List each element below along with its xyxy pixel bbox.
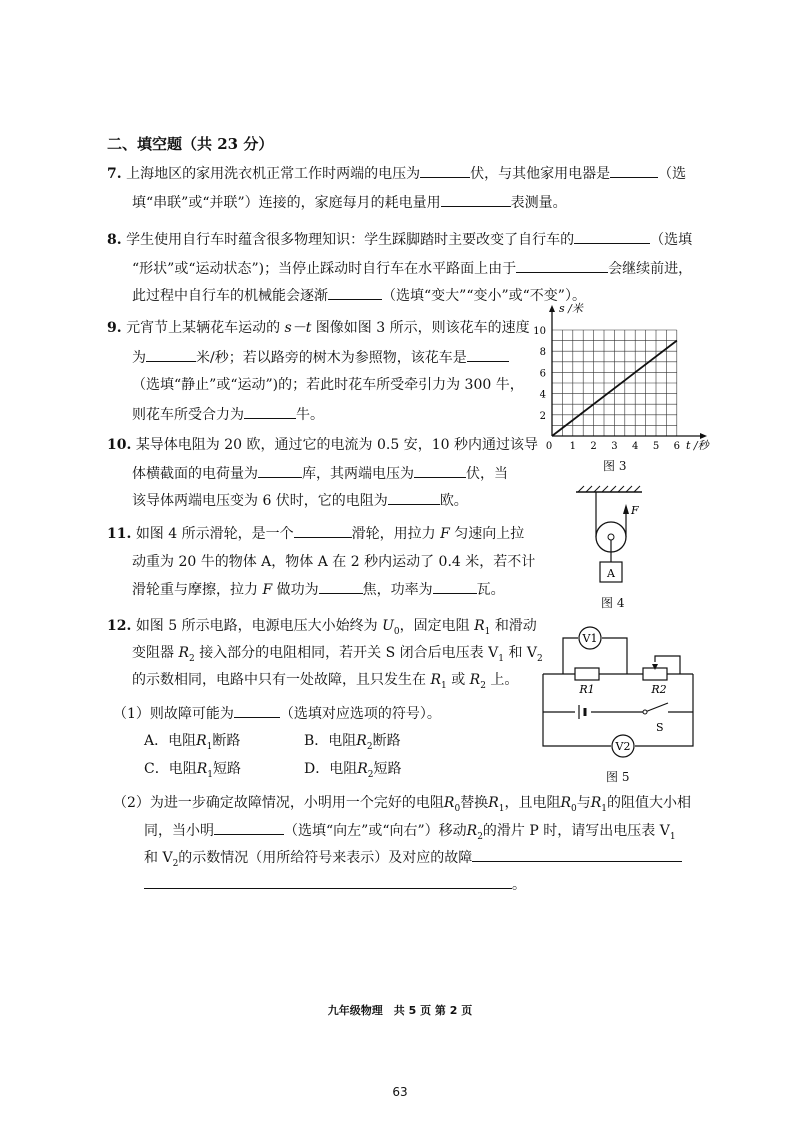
q12-symbol: R — [196, 761, 208, 777]
figure-4-caption: 图 4 — [601, 596, 625, 610]
q12-symbol: R — [469, 672, 481, 688]
force-arrow — [623, 504, 629, 514]
fig3-origin: 0 — [545, 441, 553, 452]
q9-text: 元宵节上某辆花车运动的 — [126, 320, 281, 336]
fig3-y-arrow — [549, 305, 555, 312]
q12-text: 如图 5 所示电路，电源电压大小始终为 — [135, 618, 378, 634]
battery — [579, 705, 585, 719]
q12-number: 12. — [107, 618, 132, 634]
option-label: C．电阻 — [144, 761, 197, 777]
q7-blank-meter[interactable] — [441, 192, 511, 207]
q7-text: 填“串联”或“并联”）连接的，家庭每月的耗电量用 — [132, 195, 441, 211]
q12-text: 或 — [451, 672, 466, 688]
q8-text: （选填“变大”“变小”或“不变”）。 — [382, 288, 586, 304]
q12-subscript: 1 — [498, 803, 505, 814]
q8-text: 会继续前进， — [608, 261, 693, 277]
option-label: A．电阻 — [144, 733, 197, 749]
page-footer: 九年级物理 共 5 页 第 2 页 — [327, 1004, 473, 1017]
q10-text: 库，其两端电压为 — [302, 466, 414, 482]
q12-text: 同，当小明 — [144, 823, 214, 839]
fig3-ytick-label: 6 — [539, 368, 546, 380]
q12-subscript: 1 — [669, 831, 676, 842]
v1-label: V1 — [582, 632, 598, 645]
q12-blank-fault[interactable] — [234, 703, 280, 718]
q12-symbol: U — [382, 618, 394, 634]
q12-symbol: R — [474, 618, 485, 634]
q12-option-a — [144, 731, 240, 757]
q12-text: ，且电阻 — [504, 795, 561, 811]
q9-text: 图像如图 3 所示，则该花车的速度 — [315, 320, 530, 336]
fig3-ytick-label: 8 — [539, 347, 546, 359]
q10-line-3 — [132, 490, 468, 511]
q9-line-1 — [107, 318, 530, 338]
figure-3-caption: 图 3 — [603, 459, 627, 473]
q9-blank-state[interactable] — [467, 347, 509, 362]
q11-text: 滑轮重与摩擦，拉力 — [132, 582, 258, 598]
q11-blank-power[interactable] — [433, 579, 477, 594]
q12-text: 和 V — [508, 645, 537, 661]
fig3-xtick-label: 2 — [590, 441, 597, 452]
q11-blank-work[interactable] — [319, 579, 363, 594]
q12-text: ，固定电阻 — [399, 618, 470, 634]
q11-text: 如图 4 所示滑轮，是一个 — [135, 526, 294, 542]
q12-symbol: R — [488, 795, 499, 811]
q10-text: 该导体两端电压变为 6 伏时，它的电阻为 — [132, 493, 388, 509]
q7-number: 7. — [107, 166, 122, 182]
q12-text: 。 — [512, 877, 526, 893]
q9-text: 为 — [132, 350, 146, 366]
q8-line-3 — [132, 285, 586, 306]
figure-3-st-graph — [535, 300, 715, 460]
q7-text: 伏，与其他家用电器是 — [470, 166, 611, 182]
q12-text: （2）为进一步确定故障情况，小明用一个完好的电阻 — [113, 795, 444, 811]
q9-line-2 — [132, 347, 509, 368]
q12-symbol: R — [357, 761, 368, 777]
q12-line-3 — [132, 670, 518, 696]
r2-label: R2 — [651, 683, 667, 696]
q10-line-2 — [132, 463, 508, 484]
q12-text: 变阻器 — [132, 645, 174, 661]
q12-text: （选填对应选项的符号）。 — [279, 706, 441, 722]
q12-subscript: 1 — [601, 803, 608, 814]
q12-subscript: 2 — [537, 653, 543, 664]
q9-variable: s－t — [284, 320, 312, 336]
q10-blank-resistance[interactable] — [388, 490, 440, 505]
q12-subscript: 2 — [189, 653, 195, 664]
q12-option-b — [304, 731, 401, 757]
q12-option-c — [144, 759, 241, 785]
q10-number: 10. — [107, 437, 132, 453]
q12-symbol: R — [443, 795, 455, 811]
section-title: 二、填空题（共 23 分） — [107, 135, 274, 153]
block-label: A — [607, 567, 615, 580]
q12-sub2-line-1 — [113, 793, 691, 819]
q12-subscript: 0 — [393, 626, 400, 637]
q9-number: 9. — [107, 320, 122, 336]
switch-label: S — [656, 721, 664, 734]
q12-symbol: R — [430, 672, 441, 688]
q7-blank-connection[interactable] — [610, 163, 658, 178]
q11-line-2: 动重为 20 牛的物体 A，物体 A 在 2 秒内运动了 0.4 米，若不计 — [132, 554, 536, 570]
q10-blank-charge[interactable] — [258, 463, 302, 478]
fig3-xlabel: t /秒 — [686, 439, 709, 452]
force-label: F — [631, 504, 639, 517]
q7-line-1 — [107, 163, 686, 184]
q11-text: 焦，功率为 — [362, 582, 433, 598]
fig3-xtick-label: 3 — [611, 441, 618, 452]
q12-subscript: 0 — [454, 803, 461, 814]
q12-symbol: R — [590, 795, 602, 811]
q12-text: 的示数相同，电路中只有一处故障，且只发生在 — [132, 672, 426, 688]
q8-number: 8. — [107, 232, 122, 248]
q8-text: “形状”或“运动状态”)；当停止踩动时自行车在水平路面上由于 — [132, 261, 517, 277]
q12-subscript: 1 — [484, 626, 491, 637]
option-text: 断路 — [212, 733, 241, 749]
q12-symbol: R — [560, 795, 572, 811]
fig3-xtick-label: 1 — [569, 441, 576, 452]
q8-line-1 — [107, 229, 692, 250]
r1-label: R1 — [579, 683, 595, 696]
q12-symbol: R — [466, 823, 478, 839]
q12-subscript: 0 — [571, 803, 577, 814]
q12-subscript: 2 — [366, 741, 373, 752]
q9-text: 米/秒；若以路旁的树木为参照物，该花车是 — [196, 350, 467, 366]
q8-blank-inertia[interactable] — [516, 258, 608, 273]
q9-blank-force[interactable] — [244, 404, 296, 419]
fig3-xtick-label: 5 — [652, 441, 660, 452]
q11-variable: F — [262, 582, 273, 598]
ceiling-hatch — [578, 486, 640, 492]
q11-text: 匀速向上拉 — [454, 526, 525, 542]
q12-blank-answer-1[interactable] — [472, 847, 682, 862]
q12-line-1 — [107, 616, 537, 642]
fig3-ytick-label: 2 — [539, 410, 546, 422]
q11-line-3 — [132, 579, 505, 600]
q12-line-2 — [132, 643, 543, 669]
option-text: 短路 — [373, 761, 402, 777]
fig3-xtick-label: 4 — [632, 441, 639, 452]
figure-5-circuit — [535, 626, 705, 771]
q10-text: 欧。 — [439, 493, 468, 509]
figure-5-caption: 图 5 — [606, 770, 630, 784]
q12-sub2-line-4 — [144, 874, 526, 895]
option-label: D．电阻 — [304, 761, 358, 777]
q12-text: 的滑片 P 时，请写出电压表 V — [482, 823, 670, 839]
q12-text: （1）则故障可能为 — [113, 706, 234, 722]
q12-text: 的阻值大小相 — [607, 795, 692, 811]
q12-text: 和滑动 — [494, 618, 537, 634]
option-label: B．电阻 — [304, 733, 357, 749]
q8-text: 学生使用自行车时蕴含很多物理知识：学生踩脚踏时主要改变了自行车的 — [126, 232, 575, 248]
q8-text: 此过程中自行车的机械能会逐渐 — [132, 288, 328, 304]
q12-text: 上。 — [490, 672, 519, 688]
q10-blank-voltage[interactable] — [414, 463, 466, 478]
fig3-grid — [552, 330, 677, 436]
q8-blank-change[interactable] — [574, 229, 650, 244]
resistor-r1 — [575, 668, 599, 680]
q10-text: 体横截面的电荷量为 — [132, 466, 258, 482]
q9-blank-speed[interactable] — [146, 347, 196, 362]
q9-line-3: （选填“静止”或“运动”)的；若此时花车所受牵引力为 300 牛， — [132, 377, 524, 393]
q11-number: 11. — [107, 526, 132, 542]
q8-blank-energy[interactable] — [328, 285, 382, 300]
q8-line-2 — [132, 258, 692, 279]
q7-text: （选 — [658, 166, 687, 182]
q12-symbol: R — [178, 645, 189, 661]
q12-subscript: 2 — [477, 831, 483, 842]
fig3-ytick-label: 10 — [533, 326, 546, 337]
q11-text: 滑轮，用拉力 — [351, 526, 436, 542]
q10-line-1 — [107, 435, 538, 455]
q7-text: 表测量。 — [510, 195, 567, 211]
page-number: 63 — [392, 1085, 408, 1099]
q10-text: 伏，当 — [466, 466, 508, 482]
pulley-axle — [608, 534, 614, 540]
q8-text: （选填 — [650, 232, 693, 248]
q12-text: 接入部分的电阻相同，若开关 S 闭合后电压表 V — [199, 645, 499, 661]
switch-pivot — [643, 710, 647, 714]
q9-line-4 — [132, 404, 324, 425]
q12-sub1 — [113, 703, 441, 724]
q10-text: 某导体电阻为 20 欧，通过它的电流为 0.5 安，10 秒内通过该导 — [135, 437, 538, 453]
q12-blank-answer-2[interactable] — [144, 874, 512, 889]
q12-subscript: 2 — [172, 858, 179, 869]
q12-option-d — [304, 759, 402, 785]
q11-line-1 — [107, 523, 524, 544]
q12-sub2-line-3 — [144, 847, 682, 874]
q12-subscript: 1 — [207, 769, 213, 780]
q12-text: 的示数情况（用所给符号来表示）及对应的故障 — [178, 850, 473, 866]
q12-subscript: 2 — [480, 680, 486, 691]
fig3-xtick-label: 6 — [673, 441, 680, 452]
q7-line-2 — [132, 192, 567, 213]
q12-text: 替换 — [460, 795, 489, 811]
figure-4-pulley — [570, 482, 650, 592]
circuit-wires — [543, 638, 693, 746]
q12-text: （选填“向左”或“向右”）移动 — [284, 823, 467, 839]
q11-variable: F — [440, 526, 450, 542]
q12-subscript: 2 — [367, 769, 374, 780]
q12-sub2-line-2 — [144, 820, 676, 847]
q9-text: 牛。 — [296, 407, 324, 423]
v2-label: V2 — [615, 740, 631, 753]
q11-blank-pulley-type[interactable] — [294, 523, 352, 538]
q12-symbol: R — [356, 733, 367, 749]
q12-blank-direction[interactable] — [214, 820, 284, 835]
q9-text: 则花车所受合力为 — [132, 407, 244, 423]
q12-text: 和 V — [144, 850, 173, 866]
option-text: 短路 — [213, 761, 241, 777]
q12-subscript: 1 — [498, 653, 504, 664]
q7-text: 上海地区的家用洗衣机正常工作时两端的电压为 — [126, 166, 421, 182]
q12-text: 与 — [576, 795, 591, 811]
option-text: 断路 — [372, 733, 401, 749]
q7-blank-voltage[interactable] — [420, 163, 470, 178]
q11-text: 瓦。 — [476, 582, 505, 598]
q12-subscript: 1 — [441, 680, 447, 691]
fig3-ytick-label: 4 — [539, 389, 546, 401]
q12-symbol: R — [196, 733, 207, 749]
q11-text: 做功为 — [276, 582, 319, 598]
fig3-ylabel: s /米 — [559, 302, 583, 315]
q12-subscript: 1 — [206, 741, 213, 752]
